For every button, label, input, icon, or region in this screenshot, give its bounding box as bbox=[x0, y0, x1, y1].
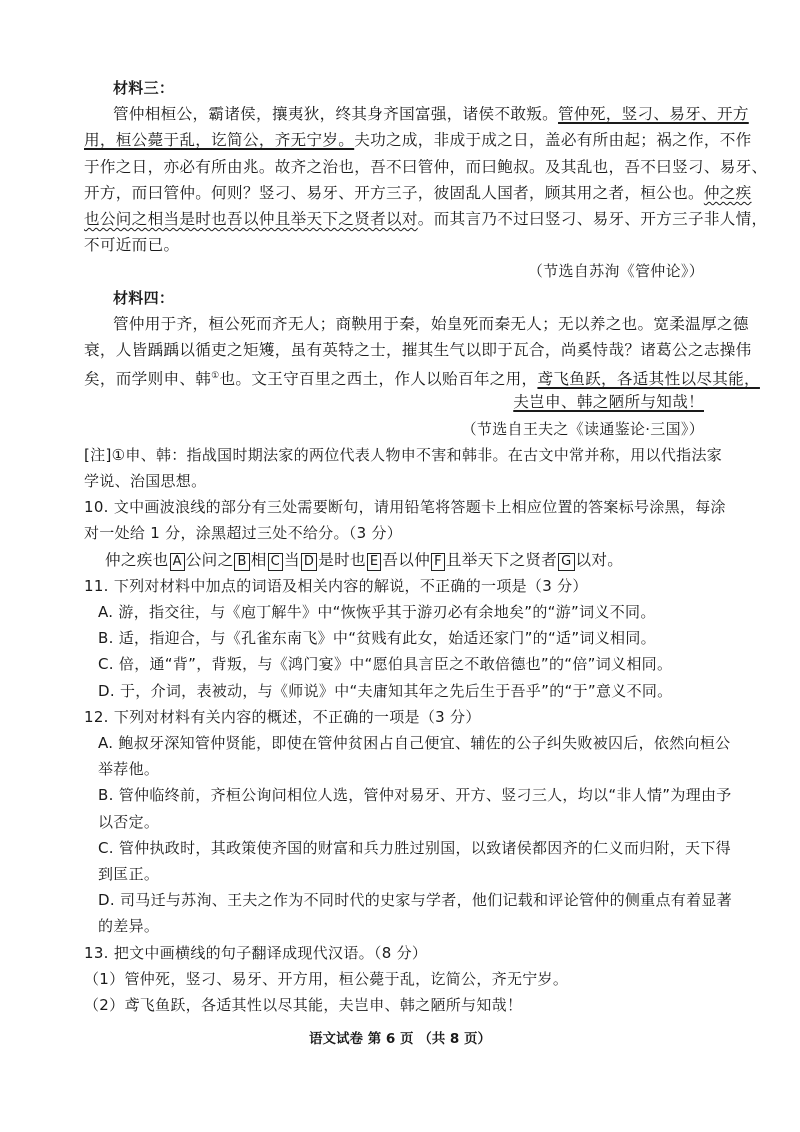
q10-segment: 以对。 bbox=[575, 550, 624, 569]
material4-line2: 衰，人皆踽踽以循吏之矩矱，虽有英特之士，摧其生气以即于瓦合，尚奚恃哉？诸葛公之志操伟 bbox=[84, 341, 752, 359]
q10-option-c-box[interactable]: C bbox=[268, 553, 283, 571]
q10-segment: 相 bbox=[250, 550, 267, 569]
q10-option-e-box[interactable]: E bbox=[367, 553, 382, 571]
q10-segment-options bbox=[105, 550, 623, 571]
q13-stem: 13. 把文中画横线的句子翻译成现代汉语。（8 分） bbox=[84, 943, 428, 962]
material4-underlined-line: 夫岂申、韩之陋所与知哉！ bbox=[513, 393, 704, 412]
q10-segment: 公问之 bbox=[185, 550, 234, 569]
material4-underlined-text: 鸢飞鱼跃，各适其性以尽其能， bbox=[537, 370, 760, 389]
footnote-marker: ① bbox=[211, 371, 220, 382]
q10-stem-line2: 对一处给 1 分，涂黑超过三处不给分。（3 分） bbox=[84, 524, 403, 543]
material3-line6: 不可近而已。 bbox=[84, 236, 180, 255]
q12-option-b-cont: 以否定。 bbox=[98, 812, 160, 831]
q11-stem: 11. 下列对材料中加点的词语及相关内容的解说，不正确的一项是（3 分） bbox=[84, 576, 588, 595]
material3-line4 bbox=[84, 183, 752, 203]
material3-text: 开方，而曰管仲。何则？竖刁、易牙、开方三子，彼固乱人国者，顾其用之者，桓公也。 bbox=[84, 183, 704, 202]
q10-segment: 仲之疾也 bbox=[105, 550, 169, 569]
material3-line5 bbox=[84, 209, 767, 229]
material3-underlined-text: 用，桓公薨于乱，讫简公，齐无宁岁。 bbox=[84, 131, 355, 150]
material4-line3 bbox=[84, 366, 760, 389]
material4-heading: 材料四： bbox=[113, 288, 175, 307]
material4-line1: 管仲用于齐，桓公死而齐无人；商鞅用于秦，始皇死而秦无人；无以养之也。宽柔温厚之德 bbox=[113, 314, 749, 333]
q11-option-b[interactable]: B. 适，指迎合，与《孔雀东南飞》中“贫贱有此女，始适还家门”的“适”词义相同。 bbox=[98, 629, 656, 648]
q11-option-a[interactable]: A. 游，指交往，与《庖丁解牛》中“恢恢乎其于游刃必有余地矣”的“游”词义不同。 bbox=[98, 603, 656, 621]
q10-segment: 是时也 bbox=[318, 550, 366, 569]
material4-text: 矣，而学则申、韩 bbox=[84, 370, 212, 389]
material3-text: 管仲相桓公，霸诸侯，攘夷狄，终其身齐国富强，诸侯不敢叛。 bbox=[113, 105, 559, 124]
q10-stem-line1: 10. 文中画波浪线的部分有三处需要断句，请用铅笔将答题卡上相应位置的答案标号涂黑，每涂 bbox=[84, 498, 726, 517]
material3-line2 bbox=[84, 130, 752, 150]
material3-underlined-text: 管仲死，竖刁、易牙、开方 bbox=[558, 105, 749, 124]
q12-option-c[interactable]: C. 管仲执政时，其政策使齐国的财富和兵力胜过别国，以致诸侯都因齐的仁义而归附，天下得 bbox=[98, 838, 731, 857]
q10-option-a-box[interactable]: A bbox=[170, 553, 185, 571]
material3-wavy-text: 仲之疾 bbox=[703, 183, 752, 202]
q10-option-f-box[interactable]: F bbox=[431, 553, 445, 571]
material3-line3: 于作之日，亦必有所由兆。故齐之治也，吾不曰管仲，而曰鲍叔。及其乱也，吾不曰竖刁、易牙、 bbox=[84, 157, 768, 176]
q12-option-a-cont: 举荐他。 bbox=[98, 760, 160, 779]
q10-option-g-box[interactable]: G bbox=[558, 553, 574, 571]
q10-segment: 吾以仲 bbox=[382, 550, 431, 569]
q11-option-c[interactable]: C. 倍，通“背”，背叛，与《鸿门宴》中“愿伯具言臣之不敢倍德也”的“倍”词义相同。 bbox=[98, 655, 673, 674]
note-line1: [注]①申、韩：指战国时期法家的两位代表人物申不害和韩非。在古文中常并称，用以代指法家 bbox=[84, 445, 723, 464]
note-line2: 学说、治国思想。 bbox=[84, 472, 207, 490]
q10-segment: 且举天下之贤者 bbox=[445, 550, 558, 569]
q12-option-b[interactable]: B. 管仲临终前，齐桓公询问相位人选，管仲对易牙、开方、竖刁三人，均以“非人情”为理由予 bbox=[98, 786, 732, 805]
q12-stem: 12. 下列对材料有关内容的概述，不正确的一项是（3 分） bbox=[84, 707, 481, 726]
material3-heading: 材料三： bbox=[113, 79, 175, 97]
q12-option-d[interactable]: D. 司马迁与苏洵、王夫之作为不同时代的史家与学者，他们记载和评论管仲的侧重点有着显著 bbox=[98, 891, 732, 910]
q10-option-b-box[interactable]: B bbox=[234, 553, 249, 571]
q10-option-d-box[interactable]: D bbox=[301, 553, 317, 571]
q12-option-a[interactable]: A. 鲍叔牙深知管仲贤能，即使在管仲贫困占自己便宜、辅佐的公子纠失败被囚后，依然向桓公 bbox=[98, 734, 731, 752]
q12-option-c-cont: 到匡正。 bbox=[98, 865, 160, 883]
q13-sentence-1: （1）管仲死，竖刁、易牙、开方用，桓公薨于乱，讫简公，齐无宁岁。 bbox=[84, 969, 569, 988]
material4-text: 也。文王守百里之西土，作人以贻百年之用， bbox=[219, 370, 538, 389]
q13-sentence-2: （2）鸢飞鱼跃，各适其性以尽其能，夫岂申、韩之陋所与知哉！ bbox=[84, 996, 523, 1014]
material3-text: 夫功之成，非成于成之日，盖必有所由起；祸之作，不作 bbox=[354, 131, 752, 150]
material3-line1 bbox=[113, 104, 749, 124]
material3-text: 。而其言乃不过曰竖刁、易牙、开方三子非人情， bbox=[417, 210, 768, 228]
material4-source: （节选自王夫之《读通鉴论·三国》） bbox=[461, 419, 704, 438]
q12-option-d-cont: 的差异。 bbox=[98, 917, 160, 936]
q10-segment: 当 bbox=[283, 550, 300, 569]
q11-option-d[interactable]: D. 于，介词，表被动，与《师说》中“夫庸知其年之先后生于吾乎”的“于”意义不同。 bbox=[98, 681, 673, 700]
material3-wavy-text: 也公问之相当是时也吾以仲且举天下之贤者以对 bbox=[84, 210, 418, 228]
material3-source: （节选自苏洵《管仲论》） bbox=[527, 262, 704, 281]
page-footer: 语文试卷 第 6 页 （共 8 页） bbox=[309, 1031, 491, 1048]
